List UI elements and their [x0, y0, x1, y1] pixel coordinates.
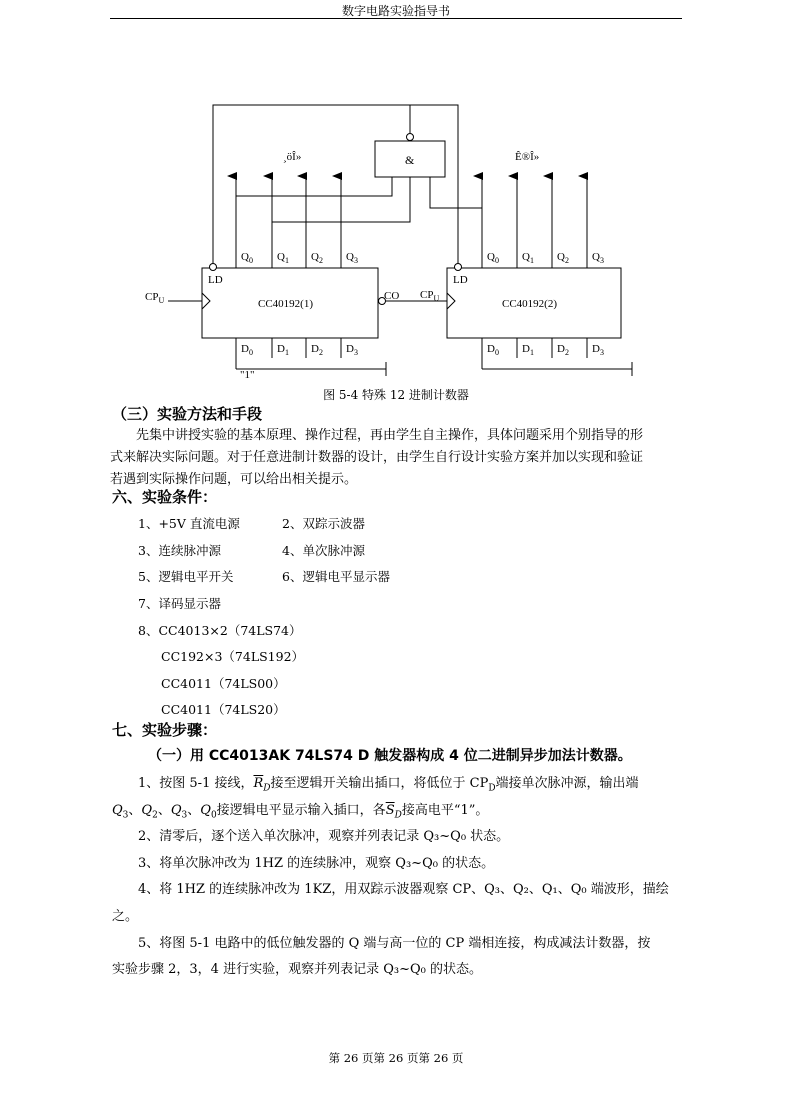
chip1-ld-label: LD	[208, 274, 223, 286]
chip1-label: CC40192(1)	[258, 298, 313, 310]
condition-item: 6、逻辑电平显示器	[282, 569, 390, 584]
step4-line1: 4、将 1HZ 的连续脉冲改为 1KZ，用双踪示波器观察 CP、Q₃、Q₂、Q₁、Q₀ 端波形，描绘	[138, 882, 669, 897]
step1-line1: 1、按图 5-1 接线，$\overline{R}_D$接至逻辑开关输出插口，将低位于 $CP_D$端接单次脉冲源，输出端	[138, 776, 639, 794]
chip2-d1: $D_1$	[522, 343, 534, 357]
chip2-q2: $Q_2$	[557, 251, 569, 265]
logic-one-label: "1"	[240, 369, 255, 381]
condition-item: CC4011（74LS20）	[161, 702, 286, 717]
chip1-q0: $Q_0$	[241, 251, 253, 265]
condition-item: 2、双踪示波器	[282, 516, 365, 531]
chip1-q3: $Q_3$	[346, 251, 358, 265]
chip1-q1: $Q_1$	[277, 251, 289, 265]
condition-item: 4、单次脉冲源	[282, 543, 365, 558]
section7-subheading: （一）用 CC4013AK 74LS74 D 触发器构成 4 位二进制异步加法计数器。	[148, 748, 632, 764]
chip2-q0: $Q_0$	[487, 251, 499, 265]
section3-line3: 若遇到实际操作问题，可以给出相关提示。	[110, 472, 358, 487]
chip1-q2: $Q_2$	[311, 251, 323, 265]
section7-heading: 七、实验步骤：	[112, 721, 218, 739]
condition-item: 3、连续脉冲源	[138, 543, 221, 558]
condition-item: CC192×3（74LS192）	[161, 649, 305, 664]
chip2-d2: $D_2$	[557, 343, 569, 357]
section6-heading: 六、实验条件：	[112, 488, 218, 506]
section3-heading: （三）实验方法和手段	[112, 405, 263, 423]
cpu-left-label: $CP_U$	[145, 291, 165, 305]
section3-line2: 式来解决实际问题。对于任意进制计数器的设计，由学生自行设计实验方案并加以实现和验证	[110, 450, 644, 465]
step2: 2、清零后，逐个送入单次脉冲，观察并列表记录 Q₃~Q₀ 状态。	[138, 829, 510, 844]
condition-item: 5、逻辑电平开关	[138, 569, 234, 584]
chip2-d3: $D_3$	[592, 343, 604, 357]
chip2-label: CC40192(2)	[502, 298, 557, 310]
and-gate-symbol: &	[405, 153, 415, 167]
header-title: 数字电路实验指导书	[341, 4, 450, 18]
condition-item: 1、+5V 直流电源	[138, 516, 240, 531]
page-footer: 第 26 页第 26 页第 26 页	[328, 1051, 464, 1065]
step1-line2: $Q_3$、$Q_2$、$Q_3$、$Q_0$接逻辑电平显示输入插口，各$\overline{S}_D$接高电平“1”。	[112, 803, 489, 821]
condition-item: 8、CC4013×2（74LS74）	[138, 623, 302, 638]
chip1-d2: $D_2$	[311, 343, 323, 357]
condition-item: 7、译码显示器	[138, 596, 221, 611]
label-units: ¸öÎ»	[283, 151, 302, 163]
condition-item: CC4011（74LS00）	[161, 676, 286, 691]
chip2-q1: $Q_1$	[522, 251, 534, 265]
co-label: CO	[384, 290, 400, 302]
cpu-mid-label: $CP_U$	[420, 289, 440, 303]
chip2-q3: $Q_3$	[592, 251, 604, 265]
chip2-ld-label: LD	[453, 274, 468, 286]
step3: 3、将单次脉冲改为 1HZ 的连续脉冲，观察 Q₃~Q₀ 的状态。	[138, 856, 495, 871]
label-tens: Ê®Î»	[515, 151, 540, 163]
step4-line2: 之。	[112, 909, 139, 924]
chip2-d0: $D_0$	[487, 343, 499, 357]
chip1-d3: $D_3$	[346, 343, 358, 357]
figure-caption: 图 5-4 特殊 12 进制计数器	[323, 388, 469, 402]
counter-circuit-diagram	[0, 0, 792, 400]
chip1-d0: $D_0$	[241, 343, 253, 357]
step5-line1: 5、将图 5-1 电路中的低位触发器的 Q 端与高一位的 CP 端相连接，构成减法计数器，按	[138, 936, 651, 951]
section3-line1: 先集中讲授实验的基本原理、操作过程，再由学生自主操作，具体问题采用个别指导的形	[136, 428, 644, 443]
step5-line2: 实验步骤 2，3，4 进行实验，观察并列表记录 Q₃~Q₀ 的状态。	[112, 962, 482, 977]
chip1-d1: $D_1$	[277, 343, 289, 357]
